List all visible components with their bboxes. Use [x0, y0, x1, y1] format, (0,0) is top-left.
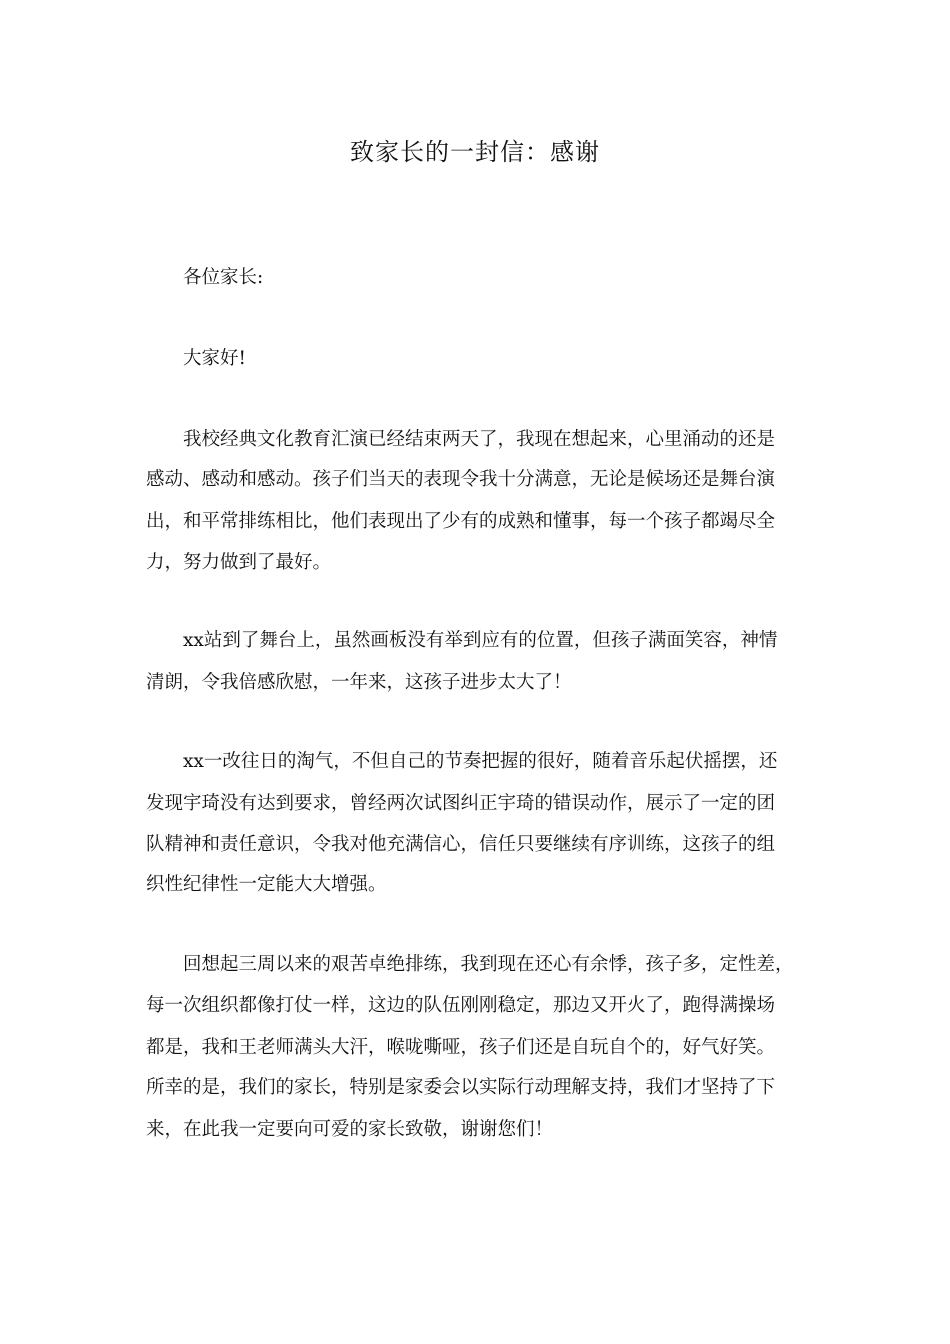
paragraph-2-line-1: xx站到了舞台上，虽然画板没有举到应有的位置，但孩子满面笑容，神情	[183, 630, 778, 651]
paragraph-1-line-1: 我校经典文化教育汇演已经结束两天了，我现在想起来，心里涌动的还是	[183, 429, 776, 450]
paragraph-4-line-5: 来，在此我一定要向可爱的家长致敬，谢谢您们！	[146, 1119, 554, 1140]
paragraph-3-line-2: 发现宇琦没有达到要求，曾经两次试图纠正宇琦的错误动作，展示了一定的团	[146, 793, 776, 814]
paragraph-1-line-3: 出，和平常排练相比，他们表现出了少有的成熟和懂事，每一个孩子都竭尽全	[146, 511, 776, 532]
paragraph-4-line-3: 都是，我和王老师满头大汗，喉咙嘶哑，孩子们还是自玩自个的，好气好笑。	[146, 1037, 776, 1058]
paragraph-4-line-1: 回想起三周以来的艰苦卓绝排练，我到现在还心有余悸，孩子多，定性差，	[183, 954, 794, 975]
paragraph-3-line-1: xx一改往日的淘气，不但自己的节奏把握的很好，随着音乐起伏摇摆，还	[183, 751, 778, 772]
paragraph-3-line-3: 队精神和责任意识，令我对他充满信心，信任只要继续有序训练，这孩子的组	[146, 834, 776, 855]
paragraph-1-line-4: 力，努力做到了最好。	[146, 552, 332, 573]
paragraph-1-line-2: 感动、感动和感动。孩子们当天的表现令我十分满意，无论是候场还是舞台演	[146, 469, 776, 490]
paragraph-2-line-2: 清朗，令我倍感欣慰，一年来，这孩子进步太大了！	[146, 672, 572, 693]
paragraph-4-line-4: 所幸的是，我们的家长，特别是家委会以实际行动理解支持，我们才坚持了下	[146, 1077, 776, 1098]
paragraph-3-line-4: 织性纪律性一定能大大增强。	[146, 874, 387, 895]
document-title: 致家长的一封信：感谢	[350, 138, 600, 166]
salutation: 各位家长:	[183, 267, 264, 288]
greeting: 大家好!	[183, 348, 246, 369]
paragraph-4-line-2: 每一次组织都像打仗一样，这边的队伍刚刚稳定，那边又开火了，跑得满操场	[146, 995, 776, 1016]
